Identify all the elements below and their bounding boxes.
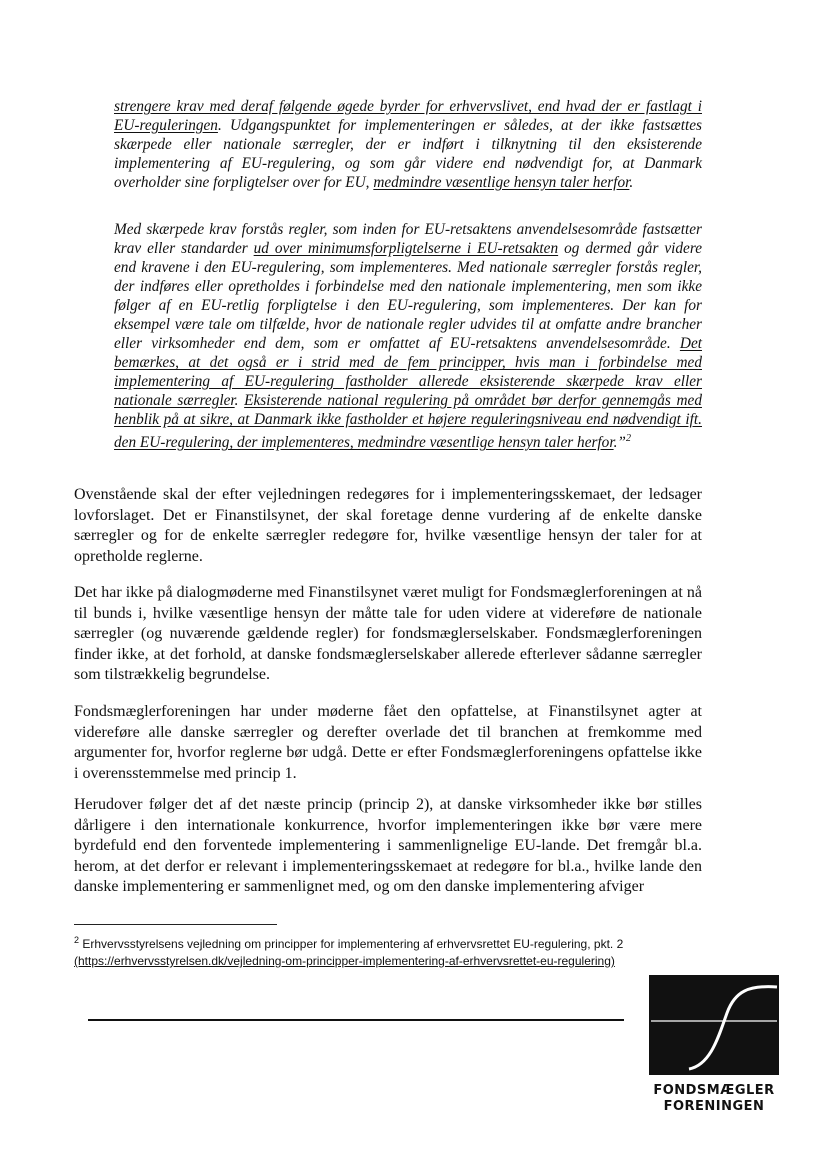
logo-text-line-2: FORENINGEN [663,1099,765,1114]
footnote-link[interactable]: (https://erhvervsstyrelsen.dk/vejledning-om-principper-implementering-af-erhvervsrettet-eu-regulering) [74,954,615,968]
quote-text: . Udgangspunktet for implementeringen er således, at der ikke fastsættes skærpede eller nationale særregler, der er indført i tilknytning til den eksisterende implementering af EU-regulering, og som går videre end nødvendigt for, at Danmark overholder sine forpligtelser over for EU, [114,117,702,191]
body-paragraph: Fondsmæglerforeningen har under møderne fået den opfattelse, at Finanstilsynet agter at videreføre alle danske særregler og derefter overlade det til branchen at fremkomme med argumenter for, hvorfor reglerne bør udgå. Dette er efter Fondsmæglerforeningens opfattelse ikke i overensstemmelse med princip 1. [74,703,702,782]
quote-underlined-text: Eksisterende national regulering på området bør derfor gennemgås med henblik på at sikre, at Danmark ikke fastholder et højere reguleringsniveau end nødvendigt ift. den EU-regulering, der implementeres, medmindre væsentlige hensyn taler herfor [114,392,702,452]
quote-text: . [629,174,634,191]
body-paragraph: Ovenstående skal der efter vejledningen redegøres for i implementeringsskemaet, der ledsager lovforslaget. Det er Finanstilsynet, der skal foretage denne vurdering af de enkelte danske særregler og for de enkelte særregler redegøre for, hvilke væsentlige hensyn der taler for at opretholde reglerne. [74,486,702,565]
quote-paragraph-1 [114,97,702,192]
footnote-text: Erhvervsstyrelsens vejledning om principper for implementering af erhvervsrettet EU-regulering, pkt. 2 [79,937,624,951]
quote-underlined-text: medmindre væsentlige hensyn taler herfor [373,174,630,191]
bottom-divider [88,1019,624,1021]
footnote [74,932,704,970]
quote-text: . [234,392,245,409]
footnote-separator [74,924,277,925]
quote-underlined-text: strengere krav med deraf følgende øgede byrder for erhvervslivet, end hvad der er fastlagt i EU-reguleringen [114,98,702,134]
quote-paragraph-2 [114,220,702,452]
logo-text-line-1: FONDSMÆGLER [653,1083,775,1098]
quote-text: Med skærpede krav forstås regler, som inden for EU-retsaktens anvendelsesområde fastsætter krav eller standarder [114,221,702,257]
body-paragraph: Herudover følger det af det næste princip (princip 2), at danske virksomheder ikke bør stilles dårligere i den internationale konkurrence, hvorfor implementeringen ikke bør være mere byrdefuld end den forventede implementering i sammenlignelige EU-lande. Det fremgår bl.a. herom, at det derfor er relevant i implementeringsskemaet at redegøre for bl.a., hvilke lande den danske implementering er sammenlignet med, og om den danske implementering afviger [74,796,702,896]
quote-text: .” [613,434,626,452]
quote-underlined-text: Det bemærkes, at det også er i strid med de fem principper, hvis man i forbindelse med implementering af EU-regulering fastholder allerede eksisterende skærpede krav eller nationale særregler [114,335,702,409]
footnote-reference: 2 [625,433,631,444]
integral-swoosh-logo-icon [649,975,779,1075]
body-paragraph: Det har ikke på dialogmøderne med Finanstilsynet været muligt for Fondsmæglerforeningen at nå til bunds i, hvilke væsentlige hensyn der måtte tale for uden videre at videreføre de nationale særregler (og nuværende gældende regler) for fondsmæglerselskaber. Fondsmæglerforeningen finder ikke, at det forhold, at danske fondsmæglerselskaber allerede efterlever sådanne særregler som tilstrækkelig begrundelse. [74,584,702,684]
logo-mark [649,975,779,1075]
footnote-number: 2 [74,935,80,945]
quote-underlined-text: ud over minimumsforpligtelserne i EU-retsakten [253,240,559,257]
quote-text: og dermed går videre end kravene i den EU-regulering, som implementeres. Med nationale særregler forstås regler, der indføres eller opretholdes i forbindelse med den nationale implementering, men som ikke følger af en EU-retlig forpligtelse i den EU-regulering, som implementeres. Der kan for eksempel være tale om tilfælde, hvor de nationale regler udvides til at omfatte andre brancher eller virksomheder end dem, som er omfattet af EU-retsaktens anvendelsesområde. [114,240,702,352]
